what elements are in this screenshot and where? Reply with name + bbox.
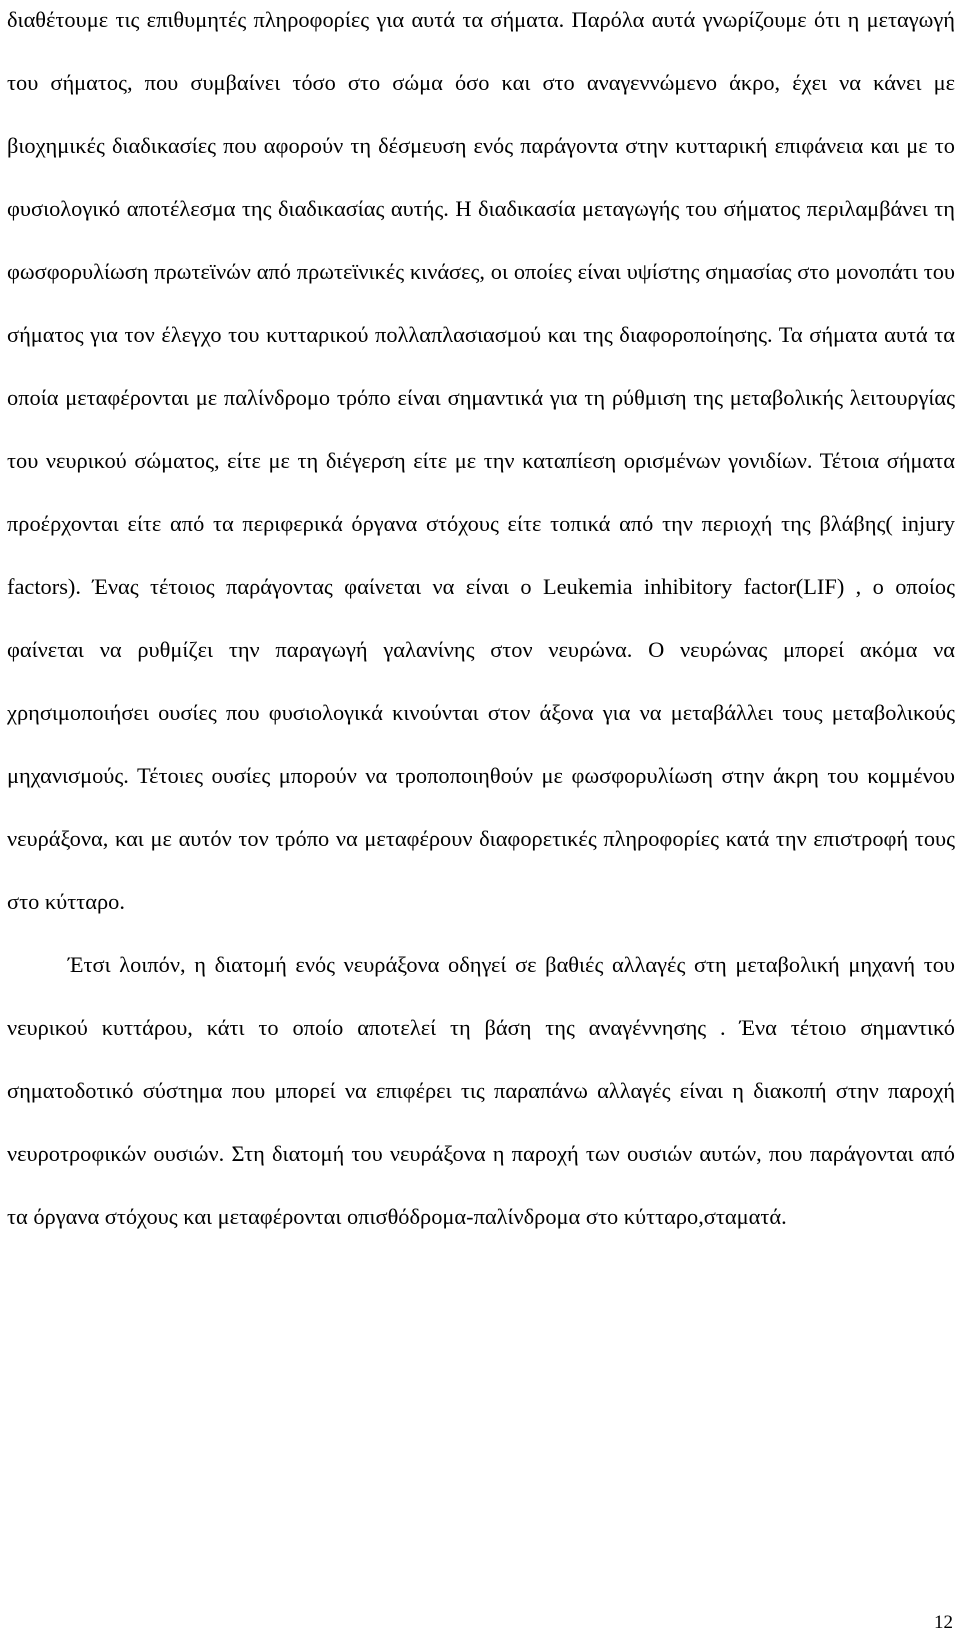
body-text bbox=[7, 0, 955, 1248]
paragraph-1: διαθέτουμε τις επιθυμητές πληροφορίες για αυτά τα σήματα. Παρόλα αυτά γνωρίζουμε ότι η μεταγωγή του σήματος, που συμβαίνει τόσο στο σώμα όσο και στο αναγεννώμενο άκρο, έχει να κάνει με βιοχημικές διαδικασίες που αφορούν τη δέσμευση ενός παράγοντα στην κυτταρική επιφάνεια και με το φυσιολογικό αποτέλεσμα της διαδικασίας αυτής. Η διαδικασία μεταγωγής του σήματος περιλαμβάνει τη φωσφορυλίωση πρωτεϊνών από πρωτεϊνικές κινάσες, οι οποίες είναι υψίστης σημασίας στο μονοπάτι του σήματος για τον έλεγχο του κυτταρικού πολλαπλασιασμού και της διαφοροποίησης. Τα σήματα αυτά τα οποία μεταφέρονται με παλίνδρομο τρόπο είναι σημαντικά για τη ρύθμιση της μεταβολικής λειτουργίας του νευρικού σώματος, είτε με τη διέγερση είτε με την καταπίεση ορισμένων γονιδίων. Τέτοια σήματα προέρχονται είτε από τα περιφερικά όργανα στόχους είτε τοπικά από την περιοχή της βλάβης( injury factors). Ένας τέτοιος παράγοντας φαίνεται να είναι ο Leukemia inhibitory factor(LIF) , ο οποίος φαίνεται να ρυθμίζει την παραγωγή γαλανίνης στον νευρώνα. Ο νευρώνας μπορεί ακόμα να χρησιμοποιήσει ουσίες που φυσιολογικά κινούνται στον άξονα για να μεταβάλλει τους μεταβολικούς μηχανισμούς. Τέτοιες ουσίες μπορούν να τροποποιηθούν με φωσφορυλίωση στην άκρη του κομμένου νευράξονα, και με αυτόν τον τρόπο να μεταφέρουν διαφορετικές πληροφορίες κατά την επιστροφή τους στο κύτταρο. bbox=[7, 7, 955, 914]
page-number: 12 bbox=[934, 1612, 953, 1633]
paragraph-2: Έτσι λοιπόν, η διατομή ενός νευράξονα οδηγεί σε βαθιές αλλαγές στη μεταβολική μηχανή του νευρικού κυττάρου, κάτι το οποίο αποτελεί τη βάση της αναγέννησης . Ένα τέτοιο σημαντικό σηματοδοτικό σύστημα που μπορεί να επιφέρει τις παραπάνω αλλαγές είναι η διακοπή στην παροχή νευροτροφικών ουσιών. Στη διατομή του νευράξονα η παροχή των ουσιών αυτών, που παράγονται από τα όργανα στόχους και μεταφέρονται οπισθόδρομα-παλίνδρομα στο κύτταρο,σταματά. bbox=[7, 952, 955, 1229]
